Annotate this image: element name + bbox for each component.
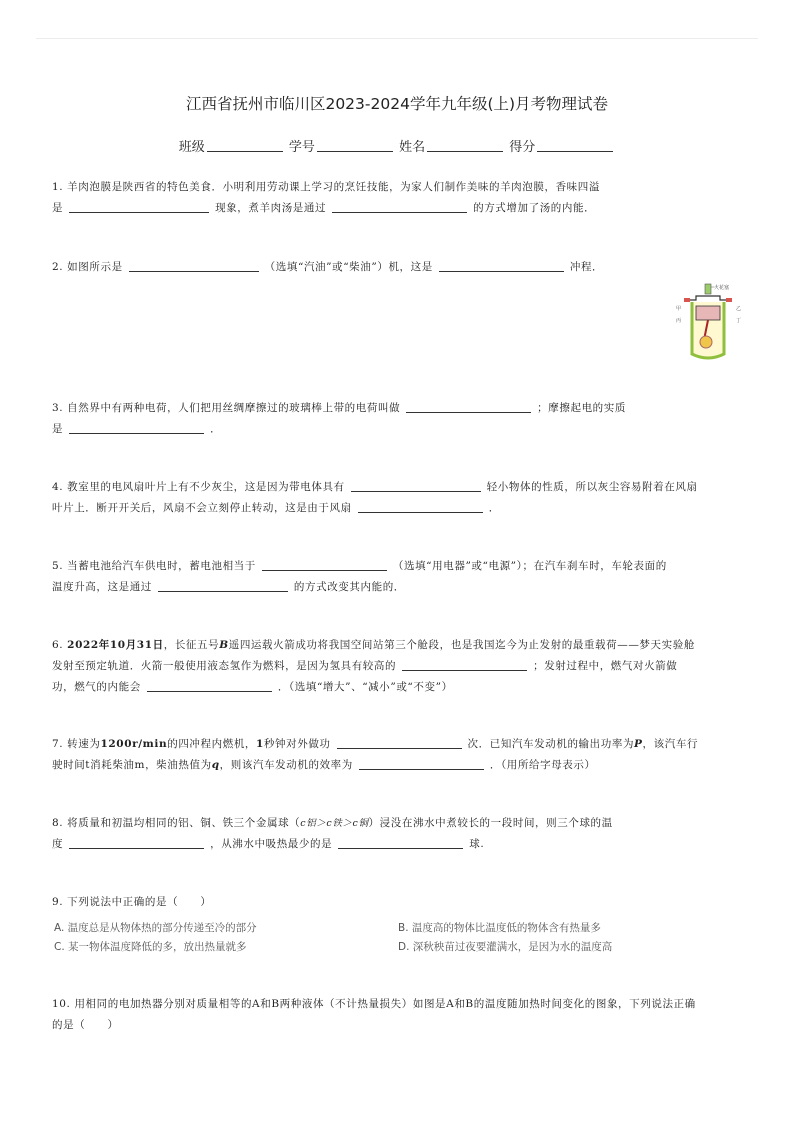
question-8: 8. 将质量和初温均相同的铝、铜、铁三个金属球（c铝＞c铁＞c铜）浸没在沸水中煮较长的一段时间，则三个球的温 度 ，从沸水中吸热最少的是 球. <box>52 817 613 850</box>
question-6: 6. 2022年10月31日，长征五号B遥四运载火箭成功将我国空间站第三个舱段，也是我国迄今为止发射的最重载荷——梦天实验舱 发射至预定轨道．火箭一般使用液态氢作为燃料，是因为氢具有较高的 ；发射过程中，燃气对火箭做 功，燃气的内能会 ．（选填“增大”、“减小”或“不变”） <box>52 639 695 693</box>
class-label: 班级 <box>178 140 205 155</box>
answer-blank[interactable] <box>147 680 272 692</box>
spark-plug-icon <box>705 284 711 294</box>
answer-blank[interactable] <box>439 260 564 272</box>
answer-blank[interactable] <box>262 559 387 571</box>
engine-cylinder-figure <box>674 282 744 362</box>
answer-blank[interactable] <box>158 580 288 592</box>
question-1-line-1: 1. 羊肉泡膜是陕西省的特色美食．小明利用劳动课上学习的烹饪技能，为家人们制作美味的羊肉泡膜，香味四溢 <box>52 181 600 193</box>
answer-blank[interactable] <box>359 758 484 770</box>
name-label: 姓名 <box>399 140 426 155</box>
option-c[interactable]: C. 某一物体温度降低的多，放出热量就多 <box>54 941 247 953</box>
specific-heat-formula: c铝＞c铁＞c铜 <box>300 818 369 829</box>
header-rule <box>36 38 758 39</box>
id-blank[interactable] <box>317 140 393 152</box>
id-label: 学号 <box>288 140 315 155</box>
spark-plug-label: 火花塞 <box>714 285 730 291</box>
question-1-line-2: 是 现象，煮羊肉汤是通过 的方式增加了汤的内能． <box>52 202 596 214</box>
answer-blank[interactable] <box>338 837 463 849</box>
question-5: 5. 当蓄电池给汽车供电时，蓄电池相当于 （选填“用电器”或“电源”）；在汽车刹车时，车轮表面的 温度升高，这是通过 的方式改变其内能的． <box>52 560 667 593</box>
option-b[interactable]: B. 温度高的物体比温度低的物体含有热量多 <box>398 922 601 934</box>
piston-icon <box>696 306 720 320</box>
question-9: 9. 下列说法中正确的是（ ） <box>52 896 212 908</box>
answer-blank[interactable] <box>69 201 209 213</box>
option-d[interactable]: D. 深秋秧苗过夜要灌满水，是因为水的温度高 <box>398 941 613 953</box>
crankshaft-icon <box>700 336 712 348</box>
svg-text:甲: 甲 <box>676 306 682 312</box>
question-1 <box>52 177 742 219</box>
answer-blank[interactable] <box>69 422 204 434</box>
answer-blank[interactable] <box>358 501 483 513</box>
answer-blank[interactable] <box>69 837 204 849</box>
answer-blank[interactable] <box>337 737 462 749</box>
class-blank[interactable] <box>207 140 283 152</box>
svg-text:丁: 丁 <box>736 318 742 324</box>
option-a[interactable]: A. 温度总是从物体热的部分传递至冷的部分 <box>54 922 257 934</box>
svg-text:丙: 丙 <box>676 318 682 324</box>
question-9-options <box>52 920 752 960</box>
score-blank[interactable] <box>537 140 613 152</box>
answer-blank[interactable] <box>351 480 481 492</box>
question-10: 10. 用相同的电加热器分别对质量相等的A和B两种液体（不计热量损失）如图是A和B的温度随加热时间变化的图象，下列说法正确 的是（ ） <box>52 998 696 1031</box>
answer-blank[interactable] <box>129 260 259 272</box>
name-blank[interactable] <box>427 140 503 152</box>
student-info-row <box>0 136 794 155</box>
intake-valve-icon <box>684 298 690 302</box>
question-7: 7. 转速为1200r/min的四冲程内燃机，1秒钟对外做功 次．已知汽车发动机的输出功率为P，该汽车行 驶时间t消耗柴油m，柴油热值为q，则该汽车发动机的效率为 ．（用所给字母表示） <box>52 738 699 771</box>
question-3: 3. 自然界中有两种电荷，人们把用丝绸摩擦过的玻璃棒上带的电荷叫做 ；摩擦起电的实质 是 ． <box>52 402 626 435</box>
answer-blank[interactable] <box>402 659 527 671</box>
exhaust-valve-icon <box>726 298 732 302</box>
svg-text:乙: 乙 <box>736 306 742 312</box>
question-2: 2. 如图所示是 （选填“汽油”或“柴油”）机，这是 冲程． <box>52 261 604 273</box>
answer-blank[interactable] <box>406 401 531 413</box>
exam-title: 江西省抚州市临川区2023-2024学年九年级(上)月考物理试卷 <box>185 95 609 113</box>
score-label: 得分 <box>509 140 536 155</box>
answer-blank[interactable] <box>332 201 467 213</box>
question-4: 4. 教室里的电风扇叶片上有不少灰尘，这是因为带电体具有 轻小物体的性质，所以灰尘容易附着在风扇 叶片上．断开开关后，风扇不会立刻停止转动，这是由于风扇 ． <box>52 481 698 514</box>
